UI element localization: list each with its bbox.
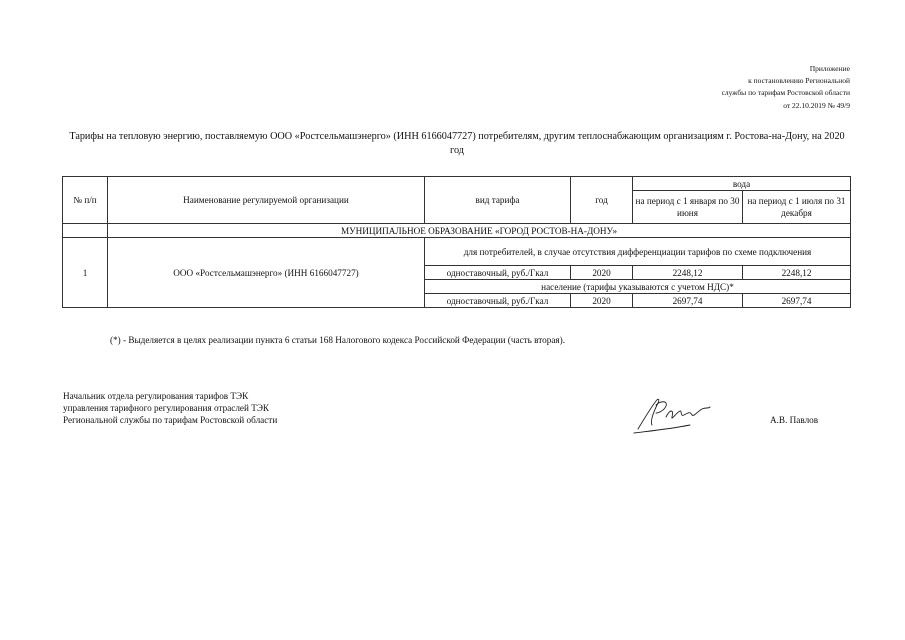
signatory-line-2: управления тарифного регулирования отраслей ТЭК — [63, 403, 270, 414]
appendix-line-4: от 22.10.2019 № 49/9 — [783, 100, 850, 110]
year-cell: 2020 — [571, 294, 633, 308]
signatory-title — [63, 390, 277, 427]
header-org: Наименование регулируемой организации — [108, 177, 425, 224]
period-2-value: 2248,12 — [743, 266, 851, 280]
footnote: (*) - Выделяется в целях реализации пункта 6 статьи 168 Налогового кодекса Российской Федерации (часть вторая). — [110, 335, 565, 345]
table-row — [63, 238, 851, 266]
appendix-line-1: Приложение — [809, 64, 850, 73]
tariff-type-cell: одноставочный, руб./Гкал — [425, 294, 571, 308]
signatory-name: А.В. Павлов — [770, 415, 819, 425]
signatory-line-1: Начальник отдела регулирования тарифов ТЭК — [63, 391, 249, 401]
document-title: Тарифы на тепловую энергию, поставляемую ООО «Ростсельмашэнерго» (ИНН 6166047727) потребителям, другим теплоснабжающим организациям г. Ростова-на-Дону, на 2020 год — [69, 131, 845, 156]
header-row — [63, 177, 851, 191]
municipality-name: МУНИЦИПАЛЬНОЕ ОБРАЗОВАНИЕ «ГОРОД РОСТОВ-НА-ДОНУ» — [108, 224, 851, 238]
header-tariff-type: вид тарифа — [425, 177, 571, 224]
municipality-row — [63, 224, 851, 238]
section-consumers: для потребителей, в случае отсутствия дифференциации тарифов по схеме подключения — [425, 238, 851, 266]
header-water: вода — [633, 177, 851, 191]
signatory-line-3: Региональной службы по тарифам Ростовской области — [63, 415, 278, 426]
header-year: год — [571, 177, 633, 224]
header-period-2: на период с 1 июля по 31 декабря — [743, 191, 851, 224]
period-1-value: 2697,74 — [633, 294, 743, 308]
org-name: ООО «Ростсельмашэнерго» (ИНН 6166047727) — [108, 238, 425, 308]
header-num: № п/п — [63, 177, 108, 224]
appendix-line-3: службы по тарифам Ростовской области — [721, 88, 850, 98]
appendix-block — [722, 63, 850, 112]
header-period-1: на период с 1 января по 30 июня — [633, 191, 743, 224]
tariff-type-cell: одноставочный, руб./Гкал — [425, 266, 571, 280]
period-1-value: 2248,12 — [633, 266, 743, 280]
period-2-value: 2697,74 — [743, 294, 851, 308]
handwritten-signature — [630, 395, 720, 435]
appendix-line-2: к постановлению Региональной — [748, 76, 850, 86]
year-cell: 2020 — [571, 266, 633, 280]
row-number: 1 — [63, 238, 108, 308]
tariff-table — [62, 176, 851, 308]
section-population: население (тарифы указываются с учетом НДС)* — [425, 280, 851, 294]
